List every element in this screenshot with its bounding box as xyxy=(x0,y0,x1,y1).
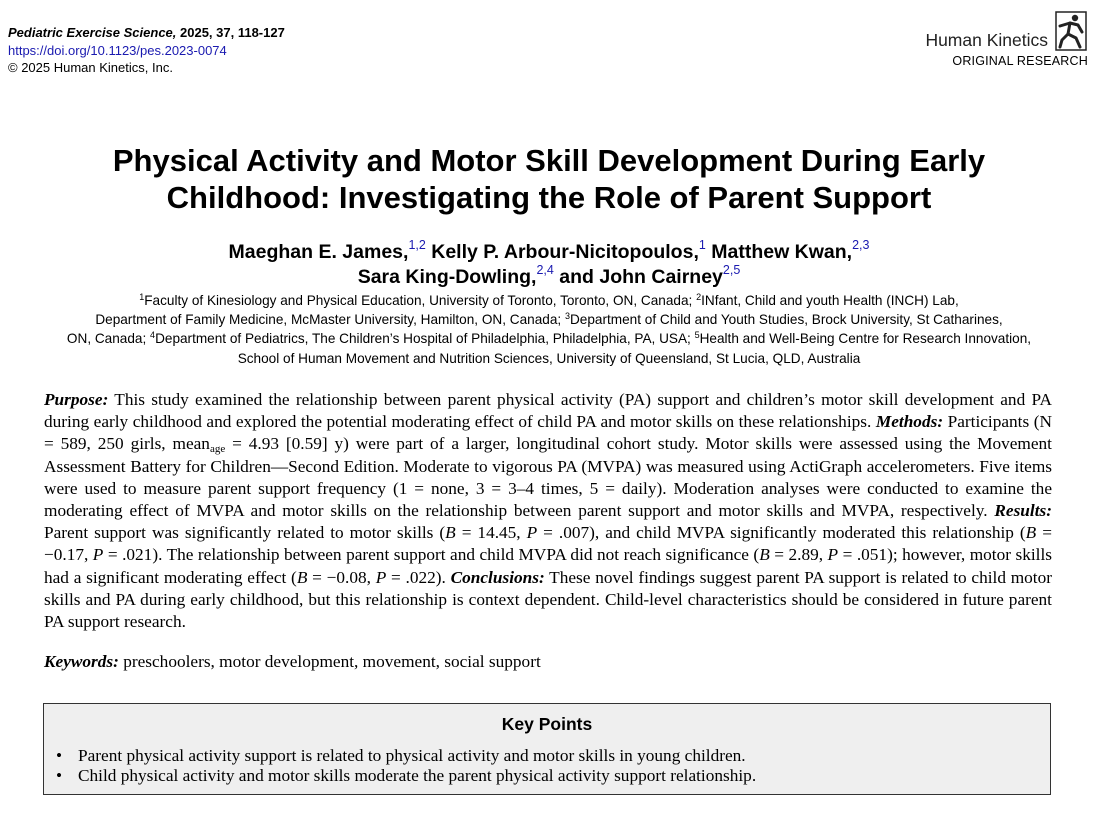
results-text: Parent support was significantly related to motor skills ( xyxy=(44,523,446,543)
purpose-label: Purpose: xyxy=(44,390,109,409)
author-name: Matthew Kwan, xyxy=(711,241,853,263)
conclusions-label: Conclusions: xyxy=(450,567,545,587)
affiliation-text: Department of Pediatrics, The Children’s Hospital of Philadelphia, Philadelphia, PA, USA; xyxy=(155,331,691,347)
author-affiliation-ref[interactable]: 2,3 xyxy=(852,238,870,252)
affiliation-text: Department of Family Medicine, McMaster University, Hamilton, ON, Canada; xyxy=(95,312,562,328)
journal-citation xyxy=(8,24,285,42)
purpose-text: This study examined the relationship between parent physical activity (PA) support and children’s motor skill development and PA during early childhood and explored the potential moderating effect of child PA and motor skills on these relationships. xyxy=(44,390,1052,432)
results-text: = −0.08, xyxy=(307,567,376,587)
results-label: Results: xyxy=(994,501,1052,521)
affiliations xyxy=(6,291,1092,368)
keywords xyxy=(44,651,541,673)
human-kinetics-logo-icon xyxy=(1054,10,1088,52)
title-line-1: Physical Activity and Motor Skill Development During Early xyxy=(112,143,986,178)
conclusions-text: These novel findings suggest parent PA support is related to child motor skills and PA during early childhood, but this relationship is context dependent. Child-level characteristics should be considered in future parent PA support research. xyxy=(44,567,1053,632)
author-name: Kelly P. Arbour-Nicitopoulos, xyxy=(431,241,699,263)
stat-symbol: P xyxy=(92,545,104,565)
article-title xyxy=(0,142,1098,216)
affiliation-number: 2 xyxy=(696,292,702,302)
methods-text: = 4.93 [0.59] y) were part of a larger, longitudinal cohort study. Motor skills were assessed using the Movement Assessment Battery for Children—Second Edition. Moderate to vigorous PA (MVPA) was measured using ActiGraph accelerometers. Five items were used to measure parent support frequency (1 = none, 3 = 3–4 times, 5 = daily). Moderation analyses were conducted to examine the moderating effect of MVPA and motor skills on the relationship between parent support and motor skills and MVPA, respectively. xyxy=(44,434,1052,521)
methods-text: Participants (N = 589, 250 girls, mean xyxy=(44,412,1052,454)
stat-symbol: P xyxy=(375,567,387,587)
stat-symbol: B xyxy=(445,523,456,543)
author-affiliation-ref[interactable]: 1 xyxy=(698,238,706,252)
author-affiliation-ref[interactable]: 2,5 xyxy=(722,263,741,277)
key-points-title: Key Points xyxy=(501,714,593,734)
key-point-item: • Parent physical activity support is related to physical activity and motor skills in young children. xyxy=(56,746,1050,766)
stat-symbol: B xyxy=(1025,523,1037,543)
methods-subscript: age xyxy=(209,443,226,456)
author-list xyxy=(0,240,1098,290)
affiliation-text: School of Human Movement and Nutrition Sciences, University of Queensland, St Lucia, QLD, Australia xyxy=(237,350,861,366)
copyright: © 2025 Human Kinetics, Inc. xyxy=(8,60,173,75)
keywords-text: preschoolers, motor development, movement, social support xyxy=(118,652,541,671)
affiliation-text: ON, Canada; xyxy=(66,331,147,347)
author-name: and John Cairney xyxy=(559,266,723,288)
affiliation-text: Health and Well-Being Centre for Research Innovation, xyxy=(699,331,1032,347)
results-text: = 14.45, xyxy=(455,523,527,543)
methods-label: Methods: xyxy=(875,412,944,432)
affiliation-number: 5 xyxy=(694,330,700,341)
author-affiliation-ref[interactable]: 2,4 xyxy=(536,263,554,277)
results-text: = .007), and child MVPA significantly moderated this relationship ( xyxy=(537,523,1026,543)
affiliation-text: Faculty of Kinesiology and Physical Education, University of Toronto, Toronto, ON, Canada; xyxy=(144,293,693,308)
key-point-item: • Child physical activity and motor skills moderate the parent physical activity support relationship. xyxy=(56,766,1050,786)
results-text: = −0.17, xyxy=(44,523,1052,565)
publisher-block xyxy=(925,10,1088,68)
citation-details: 2025, 37, 118-127 xyxy=(176,25,285,40)
results-text: = .021). The relationship between parent support and child MVPA did not reach significance ( xyxy=(103,545,760,565)
results-text: = 2.89, xyxy=(769,545,828,565)
affiliation-text: Department of Child and Youth Studies, Brock University, St Catharines, xyxy=(569,312,1003,328)
abstract xyxy=(44,389,1052,633)
stat-symbol: B xyxy=(296,567,308,587)
affiliation-number: 1 xyxy=(139,292,145,302)
journal-name: Pediatric Exercise Science, xyxy=(8,25,177,40)
results-text: = .051); however, motor skills had a significant moderating effect ( xyxy=(44,545,1052,587)
title-line-2: Childhood: Investigating the Role of Parent Support xyxy=(166,180,932,215)
stat-symbol: B xyxy=(759,545,770,565)
author-affiliation-ref[interactable]: 1,2 xyxy=(408,238,426,252)
affiliation-number: 4 xyxy=(150,330,156,341)
doi-link[interactable]: https://doi.org/10.1123/pes.2023-0074 xyxy=(8,42,227,58)
author-name: Sara King-Dowling, xyxy=(357,266,537,288)
results-text: = .022). xyxy=(386,567,446,587)
keywords-label: Keywords: xyxy=(44,652,119,671)
key-points-list xyxy=(44,746,1050,786)
affiliation-number: 3 xyxy=(564,311,570,322)
stat-symbol: P xyxy=(827,545,839,565)
affiliation-text: INfant, Child and youth Health (INCH) Lab, xyxy=(701,293,959,308)
publisher-name: Human Kinetics xyxy=(925,30,1048,50)
journal-header xyxy=(8,24,285,77)
author-name: Maeghan E. James, xyxy=(228,241,409,263)
stat-symbol: P xyxy=(526,523,538,543)
key-points-box xyxy=(43,703,1051,795)
article-type-label: ORIGINAL RESEARCH xyxy=(952,54,1088,68)
